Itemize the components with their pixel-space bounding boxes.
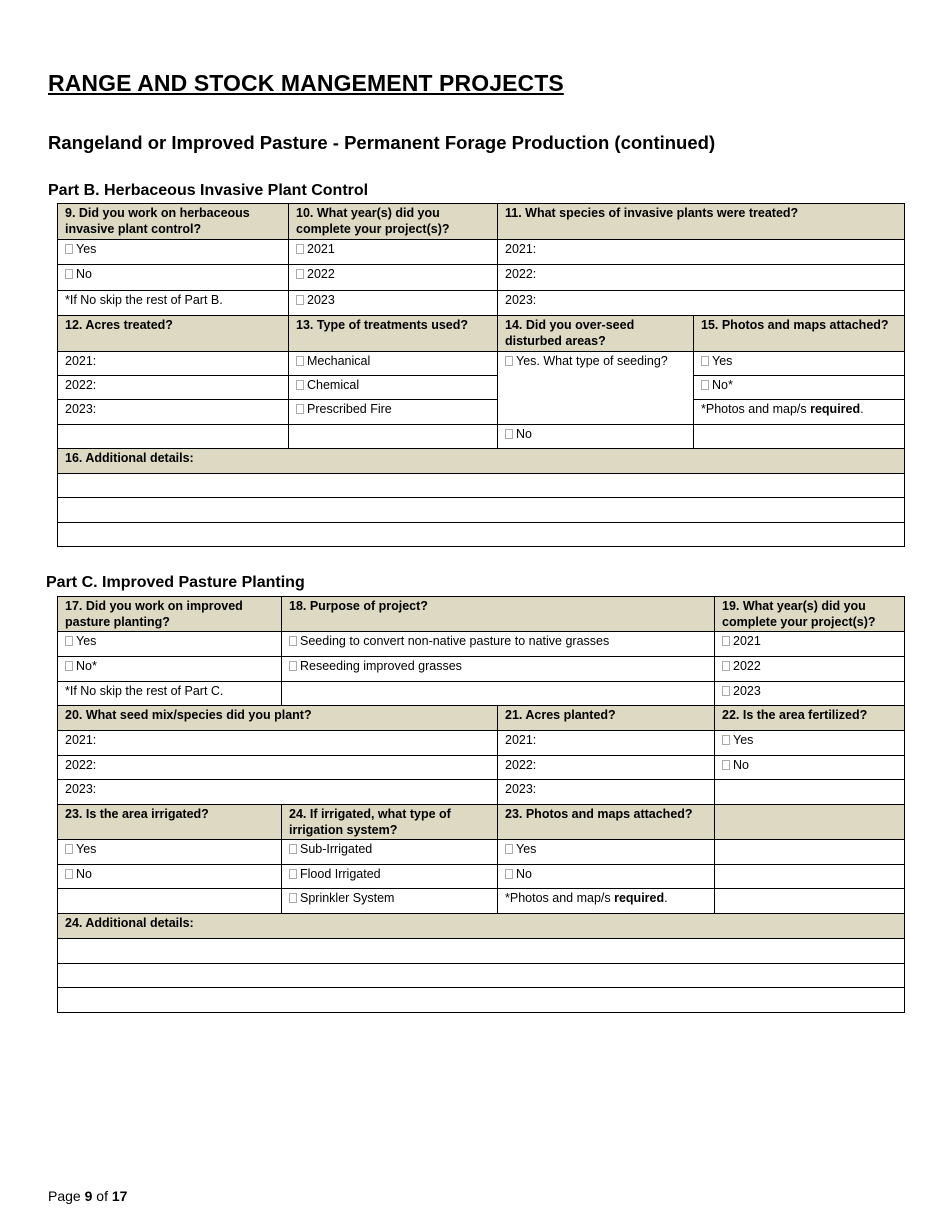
q18-label: 18. Purpose of project? <box>282 597 715 632</box>
q11-2021-field[interactable]: 2021: <box>498 240 905 265</box>
photos-yes-option[interactable]: Yes <box>498 840 715 865</box>
q24-detail-line[interactable] <box>58 988 905 1013</box>
checkbox-icon[interactable] <box>505 869 513 879</box>
photos-note: *Photos and map/s required. <box>498 889 715 914</box>
sub-irrigated-option[interactable]: Sub-Irrigated <box>282 840 498 865</box>
blank-header-cell <box>715 805 905 840</box>
q13-chemical-option[interactable]: Chemical <box>289 376 498 400</box>
checkbox-icon[interactable] <box>722 760 730 770</box>
q14-label: 14. Did you over-seed disturbed areas? <box>498 316 694 352</box>
part-b-table <box>57 203 905 547</box>
checkbox-icon[interactable] <box>289 661 297 671</box>
q9-label: 9. Did you work on herbaceous invasive plant control? <box>58 204 289 240</box>
checkbox-icon[interactable] <box>701 356 709 366</box>
q10-2021-option[interactable]: 2021 <box>289 240 498 265</box>
q21-label: 21. Acres planted? <box>498 706 715 731</box>
q17-skip-note: *If No skip the rest of Part C. <box>58 682 282 706</box>
checkbox-icon[interactable] <box>65 869 73 879</box>
q17-no-option[interactable]: No* <box>58 657 282 682</box>
q21-2022-field[interactable]: 2022: <box>498 756 715 780</box>
blank-field[interactable] <box>715 889 905 914</box>
q18-native-grasses-option[interactable]: Seeding to convert non-native pasture to native grasses <box>282 632 715 657</box>
q22-yes-option[interactable]: Yes <box>715 731 905 756</box>
irrigated-no-option[interactable]: No <box>58 865 282 889</box>
q15-yes-option[interactable]: Yes <box>694 352 905 376</box>
flood-irrigated-option[interactable]: Flood Irrigated <box>282 865 498 889</box>
blank-field[interactable] <box>58 889 282 914</box>
q15-photos-note: *Photos and map/s required. <box>694 400 905 425</box>
q13-label: 13. Type of treatments used? <box>289 316 498 352</box>
part-c-table <box>57 596 905 1013</box>
q20-2022-field[interactable]: 2022: <box>58 756 498 780</box>
q20-label: 20. What seed mix/species did you plant? <box>58 706 498 731</box>
page-total: 17 <box>111 1188 128 1204</box>
q12-blank-field[interactable] <box>58 425 289 449</box>
blank-field[interactable] <box>715 840 905 865</box>
q16-detail-line[interactable] <box>58 498 905 523</box>
q9-skip-note: *If No skip the rest of Part B. <box>58 291 289 316</box>
checkbox-icon[interactable] <box>65 244 73 254</box>
q9-yes-option[interactable]: Yes <box>58 240 289 265</box>
q24-irrigation-type-label: 24. If irrigated, what type of irrigation system? <box>282 805 498 840</box>
q22-no-option[interactable]: No <box>715 756 905 780</box>
q17-label: 17. Did you work on improved pasture planting? <box>58 597 282 632</box>
q24-additional-label: 24. Additional details: <box>58 914 905 939</box>
photos-no-option[interactable]: No <box>498 865 715 889</box>
q15-blank-field[interactable] <box>694 425 905 449</box>
page-title: RANGE AND STOCK MANGEMENT PROJECTS <box>48 70 564 96</box>
q22-blank-field[interactable] <box>715 780 905 805</box>
q10-label: 10. What year(s) did you complete your project(s)? <box>289 204 498 240</box>
page-footer: Page 9 of 17 <box>48 1188 128 1204</box>
checkbox-icon[interactable] <box>289 844 297 854</box>
q12-2021-field[interactable]: 2021: <box>58 352 289 376</box>
q16-detail-line[interactable] <box>58 474 905 498</box>
checkbox-icon[interactable] <box>701 380 709 390</box>
q21-2021-field[interactable]: 2021: <box>498 731 715 756</box>
q18-reseeding-option[interactable]: Reseeding improved grasses <box>282 657 715 682</box>
checkbox-icon[interactable] <box>296 295 304 305</box>
q19-2022-option[interactable]: 2022 <box>715 657 905 682</box>
checkbox-icon[interactable] <box>296 269 304 279</box>
checkbox-icon[interactable] <box>65 269 73 279</box>
checkbox-icon[interactable] <box>722 661 730 671</box>
q13-prescribed-fire-option[interactable]: Prescribed Fire <box>289 400 498 425</box>
blank-field[interactable] <box>715 865 905 889</box>
q23-irrigated-label: 23. Is the area irrigated? <box>58 805 282 840</box>
q16-detail-line[interactable] <box>58 523 905 547</box>
q13-blank-field[interactable] <box>289 425 498 449</box>
q21-2023-field[interactable]: 2023: <box>498 780 715 805</box>
sprinkler-system-option[interactable]: Sprinkler System <box>282 889 498 914</box>
checkbox-icon[interactable] <box>65 661 73 671</box>
part-c-heading: Part C. Improved Pasture Planting <box>46 574 305 591</box>
q19-2021-option[interactable]: 2021 <box>715 632 905 657</box>
q10-2023-option[interactable]: 2023 <box>289 291 498 316</box>
q19-2023-option[interactable]: 2023 <box>715 682 905 706</box>
q11-label: 11. What species of invasive plants were treated? <box>498 204 905 240</box>
q15-no-option[interactable]: No* <box>694 376 905 400</box>
q12-2023-field[interactable]: 2023: <box>58 400 289 425</box>
checkbox-icon[interactable] <box>722 735 730 745</box>
checkbox-icon[interactable] <box>505 356 513 366</box>
checkbox-icon[interactable] <box>722 686 730 696</box>
q11-2022-field[interactable]: 2022: <box>498 265 905 291</box>
checkbox-icon[interactable] <box>505 429 513 439</box>
q12-label: 12. Acres treated? <box>58 316 289 352</box>
q10-2022-option[interactable]: 2022 <box>289 265 498 291</box>
checkbox-icon[interactable] <box>289 869 297 879</box>
q19-label: 19. What year(s) did you complete your project(s)? <box>715 597 905 632</box>
q22-label: 22. Is the area fertilized? <box>715 706 905 731</box>
q15-label: 15. Photos and maps attached? <box>694 316 905 352</box>
q14-yes-option[interactable]: Yes. What type of seeding? <box>498 352 694 425</box>
page-number: 9 <box>84 1188 93 1204</box>
q24-detail-line[interactable] <box>58 964 905 988</box>
q17-yes-option[interactable]: Yes <box>58 632 282 657</box>
checkbox-icon[interactable] <box>289 636 297 646</box>
checkbox-icon[interactable] <box>296 404 304 414</box>
checkbox-icon[interactable] <box>505 844 513 854</box>
q24-detail-line[interactable] <box>58 939 905 964</box>
irrigated-yes-option[interactable]: Yes <box>58 840 282 865</box>
checkbox-icon[interactable] <box>296 356 304 366</box>
q16-label: 16. Additional details: <box>58 449 905 474</box>
q20-2021-field[interactable]: 2021: <box>58 731 498 756</box>
section-subtitle: Rangeland or Improved Pasture - Permanent Forage Production (continued) <box>48 132 716 153</box>
q12-2022-field[interactable]: 2022: <box>58 376 289 400</box>
q20-2023-field[interactable]: 2023: <box>58 780 498 805</box>
q11-2023-field[interactable]: 2023: <box>498 291 905 316</box>
checkbox-icon[interactable] <box>296 244 304 254</box>
part-b-heading: Part B. Herbaceous Invasive Plant Control <box>48 182 369 199</box>
q9-no-option[interactable]: No <box>58 265 289 291</box>
checkbox-icon[interactable] <box>289 893 297 903</box>
checkbox-icon[interactable] <box>722 636 730 646</box>
q18-blank-field[interactable] <box>282 682 715 706</box>
checkbox-icon[interactable] <box>296 380 304 390</box>
q23-photos-label: 23. Photos and maps attached? <box>498 805 715 840</box>
q13-mechanical-option[interactable]: Mechanical <box>289 352 498 376</box>
q14-no-option[interactable]: No <box>498 425 694 449</box>
checkbox-icon[interactable] <box>65 636 73 646</box>
checkbox-icon[interactable] <box>65 844 73 854</box>
